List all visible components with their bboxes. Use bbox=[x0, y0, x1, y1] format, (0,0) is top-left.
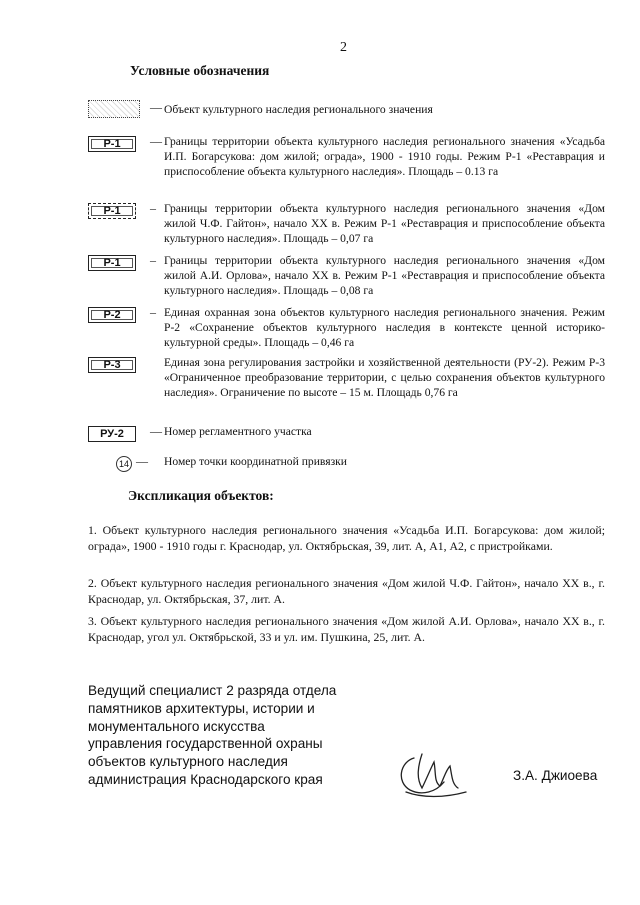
legend-text: Объект культурного наследия регионального значения bbox=[164, 103, 433, 116]
legend-dash: – bbox=[150, 253, 156, 267]
legend-dash: — bbox=[136, 454, 148, 468]
legend-dash: — bbox=[150, 424, 162, 438]
legend-dash: – bbox=[150, 305, 156, 319]
signer-position-line: памятников архитектуры, истории и bbox=[88, 700, 315, 716]
legend-dash: – bbox=[150, 201, 156, 215]
legend-text: Границы территории объекта культурного наследия регионального значения «Дом жилой А.И. Орлова», начало XX в. Режим Р-1 «Реставрация и приспособление объекта культурного наследия». Площадь – 0,08 га bbox=[164, 254, 605, 298]
page-number: 2 bbox=[340, 40, 347, 55]
signer-name: З.А. Джиоева bbox=[513, 768, 598, 783]
signer-position-line: администрация Краснодарского края bbox=[88, 771, 323, 787]
protection-zone-symbol: Р-2 bbox=[88, 305, 136, 323]
explication-title: Экспликация объектов: bbox=[128, 488, 274, 503]
regulation-zone-symbol: Р-3 bbox=[88, 355, 136, 373]
legend-text: Номер точки координатной привязки bbox=[164, 455, 347, 468]
coordinate-point-symbol: 14 bbox=[88, 454, 132, 472]
signer-position-line: управления государственной охраны bbox=[88, 736, 323, 752]
territory-boundary-symbol: Р-1 bbox=[88, 134, 136, 152]
signer-position-line: Ведущий специалист 2 разряда отдела bbox=[88, 683, 337, 698]
legend-text: Границы территории объекта культурного наследия регионального значения «Дом жилой Ч.Ф. Гайтон», начало XX в. Режим Р-1 «Реставрация и приспособление объекта культурного наследия». Площадь – 0,07 га bbox=[164, 202, 605, 246]
handwritten-signature bbox=[392, 748, 472, 804]
explication-item: 1. Объект культурного наследия регионального значения «Усадьба И.П. Богарсукова: дом жилой; ограда», 1900 - 1910 годы г. Краснодар, ул. Октябрьская, 39, лит. А, А1, А2, с пристройками. bbox=[88, 523, 605, 553]
legend-title: Условные обозначения bbox=[130, 63, 270, 78]
signer-position-line: объектов культурного наследия bbox=[88, 754, 288, 770]
legend-text: Единая охранная зона объектов культурного наследия регионального значения. Режим Р-2 «Сохранение объектов культурного наследия в контексте ценной историко-культурной среды». Площадь – 0,46 га bbox=[164, 306, 605, 350]
legend-text: Границы территории объекта культурного наследия регионального значения «Усадьба И.П. Богарсукова: дом жилой; ограда», 1900 - 1910 годы. Режим Р-1 «Реставрация и приспособление объекта культурного наследия». Площадь – 0.13 га bbox=[164, 135, 605, 179]
regulation-area-symbol: РУ-2 bbox=[88, 424, 136, 442]
signer-position-line: монументального искусства bbox=[88, 718, 265, 734]
legend-dash: — bbox=[150, 134, 162, 148]
legend-text: Номер регламентного участка bbox=[164, 425, 312, 438]
signer-position bbox=[88, 682, 348, 789]
territory-boundary-symbol: Р-1 bbox=[88, 253, 136, 271]
territory-boundary-symbol: Р-1 bbox=[88, 201, 136, 219]
explication-item: 3. Объект культурного наследия регионального значения «Дом жилой А.И. Орлова», начало XX в., г. Краснодар, угол ул. Октябрьской, 33 и ул. им. Пушкина, 25, лит. А. bbox=[88, 614, 605, 644]
heritage-object-symbol bbox=[88, 100, 140, 123]
legend-text: Единая зона регулирования застройки и хозяйственной деятельности (РУ-2). Режим Р-3 «Ограниченное преобразование территории, с целью сохранения объектов культурного наследия». Ограничение по высоте – 15 м. Площадь 0,76 га bbox=[164, 356, 605, 400]
legend-dash: — bbox=[150, 100, 162, 114]
explication-item: 2. Объект культурного наследия регионального значения «Дом жилой Ч.Ф. Гайтон», начало XX в., г. Краснодар, ул. Октябрьская, 37, лит. А. bbox=[88, 576, 605, 606]
